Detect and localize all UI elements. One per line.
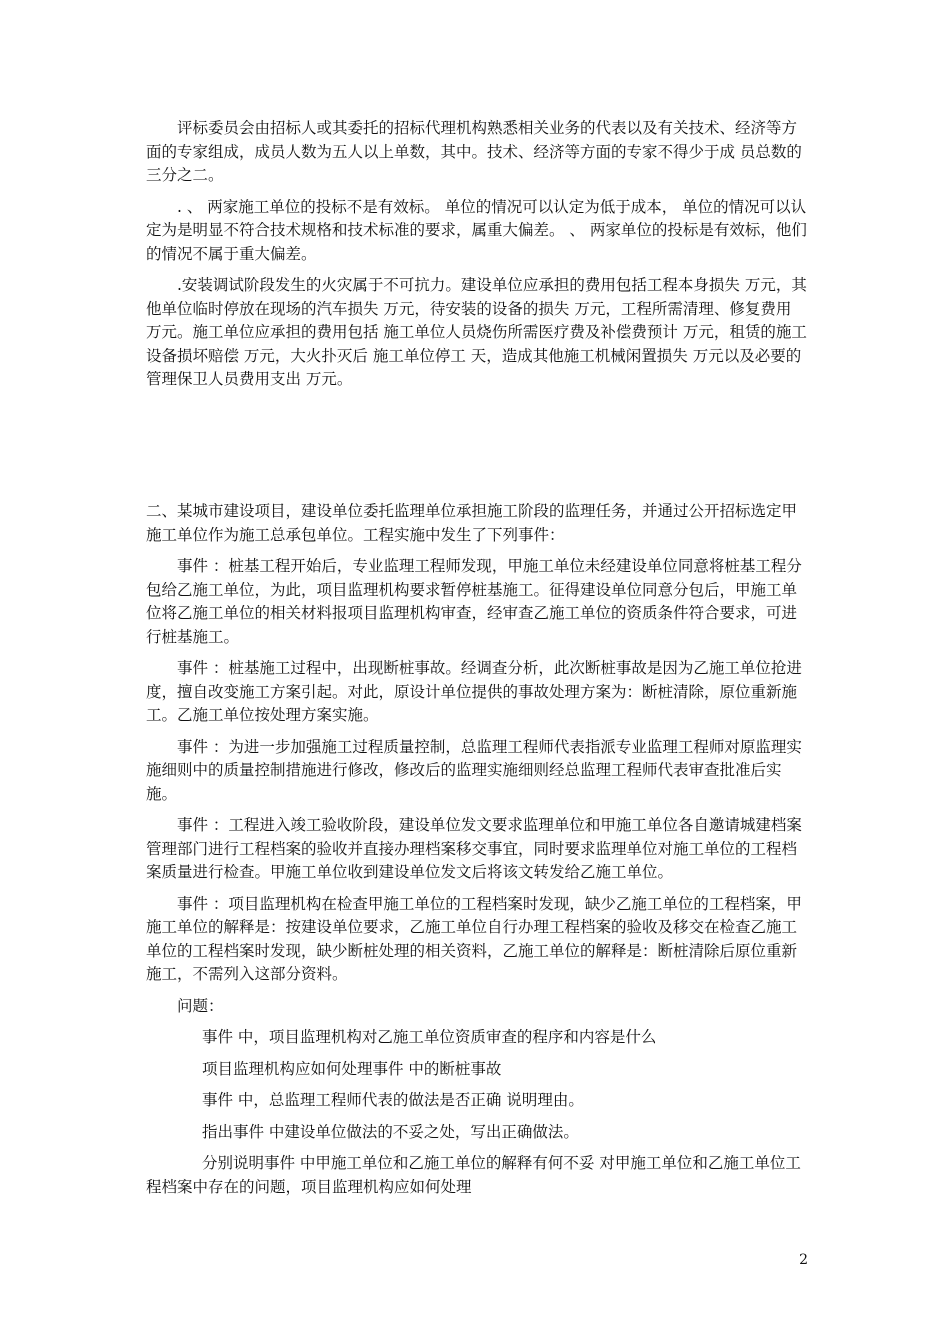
- page-number: 2: [799, 1252, 808, 1268]
- event-paragraph: 事件 ：工程进入竣工验收阶段，建设单位发文要求监理单位和甲施工单位各自邀请城建档案管理部门进行工程档案的验收并直接办理档案移交事宜，同时要求监理单位对施工单位的工程档案质量进行检查。甲施工单位收到建设单位发文后将该文转发给乙施工单位。: [146, 816, 802, 881]
- section-one: [146, 117, 808, 392]
- section-two-intro: 二、某城市建设项目，建设单位委托监理单位承担施工阶段的监理任务，并通过公开招标选定甲施工单位作为施工总承包单位。工程实施中发生了下列事件：: [146, 502, 798, 544]
- event-paragraph: 事件 ：为进一步加强施工过程质量控制，总监理工程师代表指派专业监理工程师对原监理实施细则中的质量控制措施进行修改，修改后的监理实施细则经总监理工程师代表审查批准后实施。: [146, 737, 802, 803]
- question-item: 项目监理机构应如何处理事件 中的断桩事故: [202, 1059, 502, 1078]
- question-item: 事件 中，总监理工程师代表的做法是否正确 说明理由。: [202, 1091, 584, 1109]
- question-item: 事件 中，项目监理机构对乙施工单位资质审查的程序和内容是什么: [202, 1028, 657, 1046]
- paragraph-evaluation-committee: 评标委员会由招标人或其委托的招标代理机构熟悉相关业务的代表以及有关技术、经济等方面的专家组成，成员人数为五人以上单数，其中。技术、经济等方面的专家不得少于成 员总数的三分之二。: [146, 119, 802, 184]
- event-paragraph: 事件 ：项目监理机构在检查甲施工单位的工程档案时发现，缺少乙施工单位的工程档案，甲施工单位的解释是：按建设单位要求，乙施工单位自行办理工程档案的验收及移交在检查乙施工单位的工程档案时发现，缺少断桩处理的相关资料，乙施工单位的解释是：断桩清除后原位重新施工，不需列入这部分资料。: [146, 894, 802, 983]
- event-paragraph: 事件 ：桩基施工过程中，出现断桩事故。经调查分析，此次断桩事故是因为乙施工单位抢进度，擅自改变施工方案引起。对此，原设计单位提供的事故处理方案为：断桩清除，原位重新施工。乙施工单位按处理方案实施。: [146, 659, 802, 724]
- question-item: 指出事件 中建设单位做法的不妥之处，写出正确做法。: [202, 1122, 579, 1141]
- paragraph-valid-bids: . 、 两家施工单位的投标不是有效标。 单位的情况可以认定为低于成本， 单位的情况可以认定为是明显不符合技术规格和技术标准的要求，属重大偏差。 、 两家单位的投标是有效标，他们的情况不属于重大偏差。: [146, 197, 807, 263]
- section-two: [146, 500, 808, 1199]
- paragraph-fire-costs: .安装调试阶段发生的火灾属于不可抗力。建设单位应承担的费用包括工程本身损失 万元，其他单位临时停放在现场的汽车损失 万元，待安装的设备的损失 万元，工程所需清理、修复费用 万元。施工单位应承担的费用包括 施工单位人员烧伤所需医疗费及补偿费预计 万元，租赁的施工设备损坏赔偿 万元，大火扑灭后 施工单位停工 天，造成其他施工机械闲置损失 万元以及必要的管理保卫人员费用支出 万元。: [146, 276, 807, 388]
- event-paragraph: 事件 ：桩基工程开始后，专业监理工程师发现，甲施工单位未经建设单位同意将桩基工程分包给乙施工单位，为此，项目监理机构要求暂停桩基施工。征得建设单位同意分包后，甲施工单位将乙施工单位的相关材料报项目监理机构审查，经审查乙施工单位的资质条件符合要求，可进行桩基施工。: [146, 557, 802, 646]
- questions-label: 问题：: [177, 996, 224, 1015]
- question-item: 分别说明事件 中甲施工单位和乙施工单位的解释有何不妥 对甲施工单位和乙施工单位工程档案中存在的问题，项目监理机构应如何处理: [146, 1154, 801, 1196]
